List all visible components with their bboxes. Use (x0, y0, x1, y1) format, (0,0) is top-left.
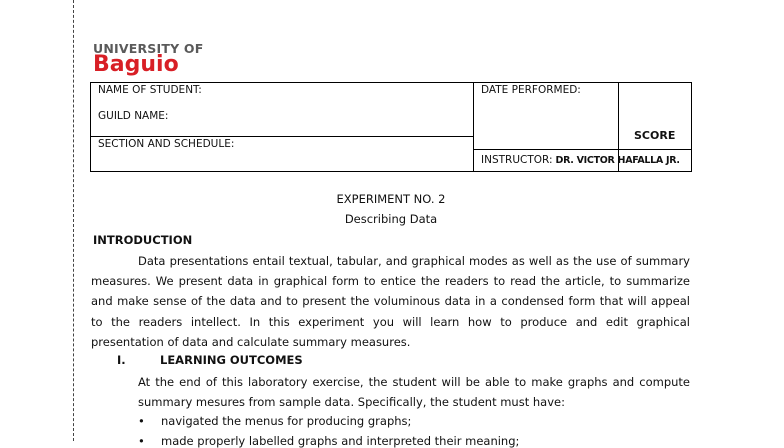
page-margin-line (73, 0, 74, 441)
score-box (619, 83, 691, 149)
list-item-text: made properly labelled graphs and interpreted their meaning; (161, 434, 520, 448)
score-label: SCORE (634, 129, 676, 142)
learning-outcomes-text: At the end of this laboratory exercise, the student will be able to make graphs and compute summary mesures from sample data. Specifically, the student must have: (138, 375, 690, 410)
instructor-field (481, 154, 680, 166)
experiment-number: EXPERIMENT NO. 2 (336, 192, 446, 206)
instructor-label: INSTRUCTOR: (481, 154, 553, 166)
university-logo (93, 42, 203, 76)
date-performed-label: DATE PERFORMED: (481, 84, 581, 96)
guild-name-label: GUILD NAME: (98, 110, 169, 122)
logo-line-2: Baguio (93, 52, 179, 77)
introduction-heading: INTRODUCTION (93, 233, 193, 247)
instructor-name: DR. VICTOR HAFALLA JR. (555, 155, 680, 166)
introduction-text: Data presentations entail textual, tabular, and graphical modes as well as the use of summary measures. We present data in graphical form to entice the readers to read the article, to summarize and make sense of the data and to present the voluminous data in a condensed form that will appeal to the readers intellect. In this experiment you will learn how to produce and edit graphical presentation of data and calculate summary measures. (91, 254, 690, 349)
name-of-student-label: NAME OF STUDENT: (98, 84, 202, 96)
list-item-text: navigated the menus for producing graphs; (161, 414, 412, 428)
bullet-icon: • (138, 434, 145, 448)
student-info-table (90, 82, 692, 172)
learning-outcomes-heading: LEARNING OUTCOMES (160, 353, 303, 367)
instructor-row (474, 149, 691, 171)
section-number: I. (117, 353, 126, 367)
student-details-column (91, 83, 474, 171)
bullet-icon: • (138, 414, 145, 428)
section-schedule-label: SECTION AND SCHEDULE: (98, 138, 235, 150)
experiment-title: Describing Data (344, 212, 438, 226)
table-divider (91, 136, 473, 137)
logo-line-1: UNIVERSITY OF (93, 41, 204, 56)
